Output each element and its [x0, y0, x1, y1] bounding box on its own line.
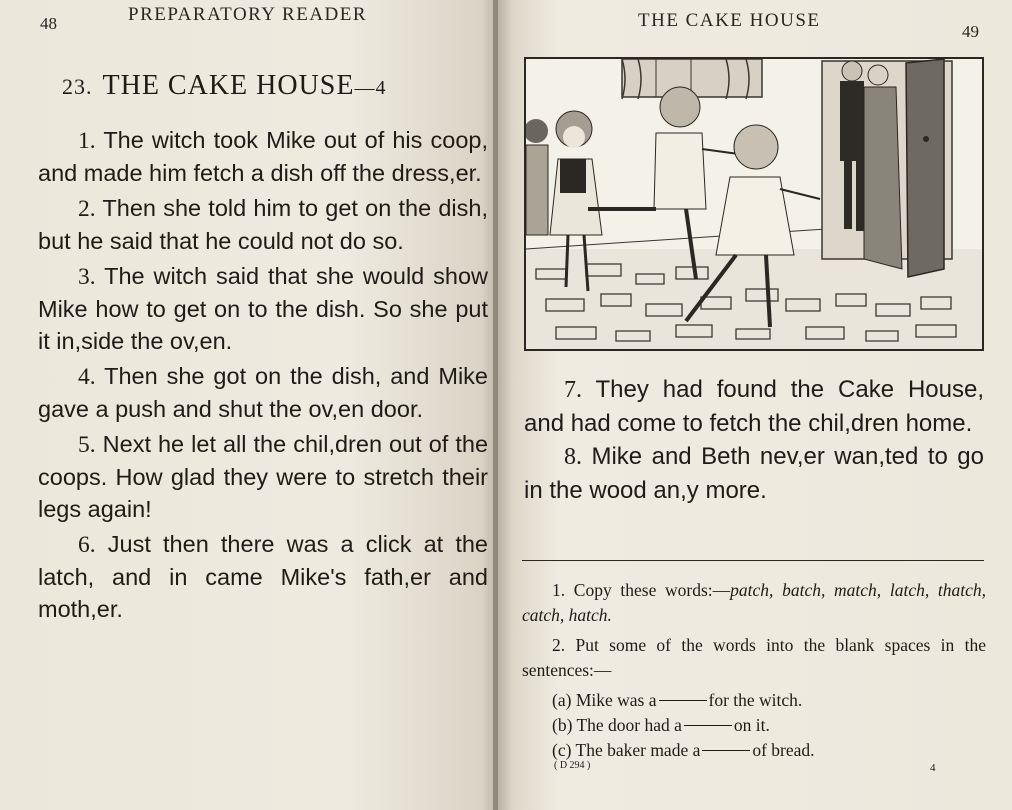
paragraph-number: 3. [78, 264, 96, 290]
illustration [524, 57, 984, 351]
chapter-number: 23. [62, 74, 93, 99]
chapter-title [62, 70, 482, 102]
paragraph [38, 360, 488, 425]
paragraph-text: Then she got on the dish, and Mike gave a push and shut the ov,en door. [38, 363, 488, 422]
left-page [0, 0, 496, 810]
page-number-left: 48 [40, 14, 57, 33]
paragraph-text: Next he let all the chil,dren out of the coops. How glad they were to stretch their legs again! [38, 431, 489, 522]
exercise-item [522, 578, 986, 628]
exercise-sentence [522, 688, 986, 713]
paragraph-number: 8. [564, 444, 582, 470]
sentence-label: (a) [552, 690, 572, 710]
paragraph [38, 528, 488, 625]
printer-signature: ( D 294 ) [554, 760, 591, 771]
paragraph-number: 5. [78, 432, 96, 458]
blank-line [659, 700, 707, 701]
page-number-right: 49 [962, 22, 979, 41]
running-head-right: THE CAKE HOUSE [638, 10, 821, 31]
sentence-end: on it. [733, 715, 770, 735]
paragraph-number: 7. [564, 377, 582, 403]
blank-line [702, 750, 750, 751]
chapter-part: —4 [354, 77, 387, 99]
illustration-drawing [526, 59, 982, 349]
sentence-label: (b) [552, 715, 573, 735]
sentence-label: (c) [552, 740, 572, 760]
exercise-sentence [522, 713, 986, 738]
paragraph-number: 4. [78, 364, 96, 390]
paragraph-text: The witch took Mike out of his coop, and made him fetch a dish off the dress,er. [38, 127, 488, 186]
paragraph [38, 428, 488, 525]
sentence-end: of bread. [752, 740, 815, 760]
section-rule [522, 560, 984, 561]
right-body-text [524, 373, 984, 507]
exercise-number: 1. [552, 580, 566, 600]
paragraph-number: 6. [78, 532, 96, 558]
exercise-instruction: Put some of the words into the blank spaces in the sentences:— [522, 635, 986, 680]
sentence-start: The baker made a [575, 740, 701, 760]
exercise-instruction: Copy these words:— [573, 580, 731, 600]
paragraph [38, 124, 488, 189]
exercise-number: 2. [552, 635, 566, 655]
sentence-start: The door had a [576, 715, 682, 735]
paragraph-number: 1. [78, 128, 96, 154]
blank-line [684, 725, 732, 726]
left-body-text [38, 124, 488, 628]
chapter-title-text: THE CAKE HOUSE [102, 70, 355, 101]
paragraph-number: 2. [78, 196, 96, 222]
exercise-word-list: patch, batch, match, latch, thatch, catch, hatch. [522, 580, 986, 625]
running-head-left: PREPARATORY READER [128, 4, 368, 25]
paragraph-text: Then she told him to get on the dish, but he said that he could not do so. [38, 195, 489, 254]
exercise-item [522, 633, 986, 683]
exercise-sentence [522, 738, 986, 763]
paragraph [524, 440, 984, 507]
paragraph-text: Just then there was a click at the latch, and in came Mike's fath,er and moth,er. [38, 531, 488, 622]
paragraph [38, 192, 488, 257]
sheet-number: 4 [930, 762, 936, 774]
paragraph-text: Mike and Beth nev,er wan,ted to go in the wood an,y more. [524, 443, 984, 504]
sentence-end: for the witch. [708, 690, 803, 710]
paragraph [524, 373, 984, 440]
paragraph-text: The witch said that she would show Mike how to get on to the dish. So she put it in,side the ov,en. [38, 263, 488, 354]
paragraph-text: They had found the Cake House, and had come to fetch the chil,dren home. [524, 376, 985, 437]
paragraph [38, 260, 488, 357]
sentence-start: Mike was a [575, 690, 657, 710]
exercises [522, 578, 986, 763]
right-page [498, 0, 1012, 810]
